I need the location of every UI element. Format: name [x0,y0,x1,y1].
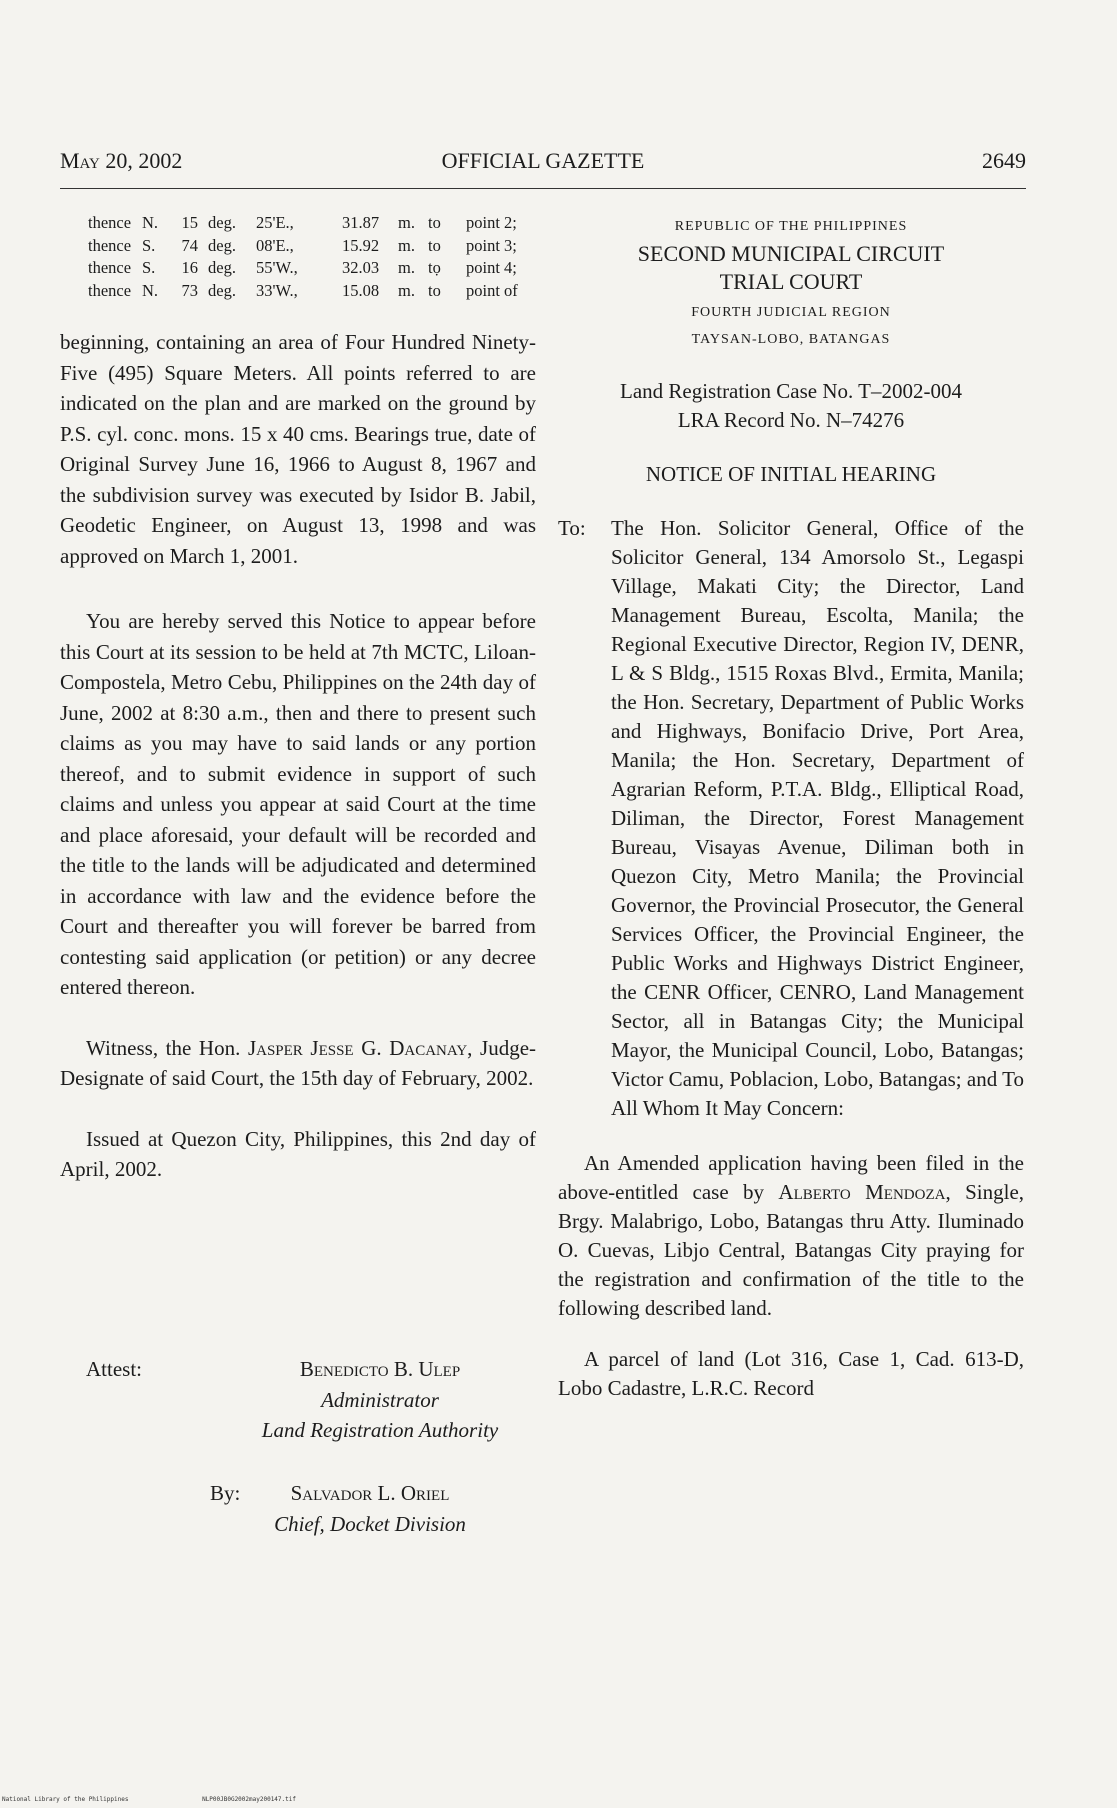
to-label: To: [558,516,586,540]
notice-paragraph: You are hereby served this Notice to appear before this Court at its session to be held at 7th MCTC, Liloan-Compostela, Metro Cebu, Philippines on the 24th day of June, 2002 at 8:30 a.m., then and there to present such claims as you may have to said lands or any portion thereof, and to submit evidence in support of such claims and unless you appear at said Court at the time and place aforesaid, your default will be recorded and the title to the lands will be adjudicated and determined in accordance with law and the evidence before the Court and thereafter you will forever be barred from contesting said application (or petition) or any decree entered thereon. [60,609,536,999]
republic-heading: REPUBLIC OF THE PHILIPPINES [674,219,908,234]
scan-file-id: NLP00JB0G2002may200147.tif [202,1796,296,1803]
case-number: Land Registration Case No. T–2002-004 [620,379,962,403]
court-name-line2: TRIAL COURT [719,269,863,294]
attest-title: Administrator [321,1387,439,1412]
judicial-region: FOURTH JUDICIAL REGION [691,305,891,320]
issued-paragraph: Issued at Quezon City, Philippines, this 2nd day of April, 2002. [60,1126,536,1181]
by-label: By: [210,1481,241,1505]
attest-name: Benedicto B. Ulep [299,1357,461,1381]
bearings-table [88,212,534,302]
court-name-line1: SECOND MUNICIPAL CIRCUIT [637,241,945,266]
library-credit: National Library of the Philippines [2,1796,129,1803]
addressees-block [558,514,1024,1123]
applicant-name: Alberto Mendoza, [778,1180,951,1204]
witness-paragraph: Witness, the Hon. Jasper Jesse G. Dacanay, Judge-Designate of said Court, the 15th day of February, 2002. [60,1035,537,1090]
header-page-number: 2649 [982,148,1026,173]
addressees-list: The Hon. Solicitor General, Office of the Solicitor General, 134 Amorsolo St., Legaspi Village, Makati City; the Director, Land Management Bureau, Escolta, Manila; the Regional Executive Director, Region IV, DENR, L & S Bldg., 1515 Roxas Blvd., Ermita, Manila; the Hon. Secretary, Department of Public Works and Highways, Bonifacio Drive, Port Area, Manila; the Hon. Secretary, Department of Agrarian Reform, P.T.A. Bldg., Elliptical Road, Diliman, the Director, Forest Management Bureau, Visayas Avenue, Diliman both in Quezon City, Metro Manila; the Provincial Governor, the Provincial Prosecutor, the General Services Officer, the Provincial Engineer, the Public Works and Highways District Engineer, the CENR Officer, CENRO, Land Management Sector, all in Batangas City; the Municipal Mayor, the Municipal Council, Lobo, Batangas; Victor Camu, Poblacion, Lobo, Batangas; and To All Whom It May Concern: [611,516,1024,1120]
bearing-row: thence S. 74 deg. 08'E., 15.92 m. to point 3; [88,235,517,255]
header-date: May 20, 2002 [60,148,183,173]
header-rule [60,188,1026,189]
bearing-row: thence N. 73 deg. 33'W., 15.08 m. to point of [88,280,518,300]
by-signatory [250,1478,490,1539]
court-location: TAYSAN-LOBO, BATANGAS [691,332,891,347]
lra-record-number: LRA Record No. N–74276 [677,408,905,432]
page-header [60,148,1026,178]
attest-label: Attest: [86,1357,142,1381]
judge-name: Jasper Jesse G. Dacanay, [247,1035,473,1060]
by-title: Chief, Docket Division [274,1511,466,1536]
by-name: Salvador L. Oriel [290,1481,450,1505]
header-title: OFFICIAL GAZETTE [441,148,645,173]
right-column [558,218,1024,1403]
survey-description: beginning, containing an area of Four Hundred Ninety-Five (495) Square Meters. All points referred to are indicated on the plan and are marked on the ground by P.S. cyl. conc. mons. 15 x 40 cms. Bearings true, date of Original Survey June 16, 1966 to August 8, 1967 and the subdivision survey was executed by Isidor B. Jabil, Geodetic Engineer, on August 13, 1998 and was approved on March 1, 2001. [60,330,536,568]
notice-title: NOTICE OF INITIAL HEARING [645,462,937,486]
scan-footer [2,1796,366,1803]
attest-agency: Land Registration Authority [261,1418,499,1442]
bearing-row: thence S. 16 deg. 55'W., 32.03 m. tọ point 4; [88,258,517,277]
application-paragraph: An Amended application having been filed in the above-entitled case by Alberto Mendoza, Single, Brgy. Malabrigo, Lobo, Batangas thru Atty. Iluminado O. Cuevas, Libjo Central, Batangas City praying for the registration and confirmation of the title to the following described land. [558,1151,1025,1320]
attest-signatory [230,1354,530,1446]
left-column [60,212,536,1185]
bearing-row: thence N. 15 deg. 25'E., 31.87 m. to point 2; [88,213,517,232]
parcel-paragraph: A parcel of land (Lot 316, Case 1, Cad. 613-D, Lobo Cadastre, L.R.C. Record [558,1347,1024,1400]
